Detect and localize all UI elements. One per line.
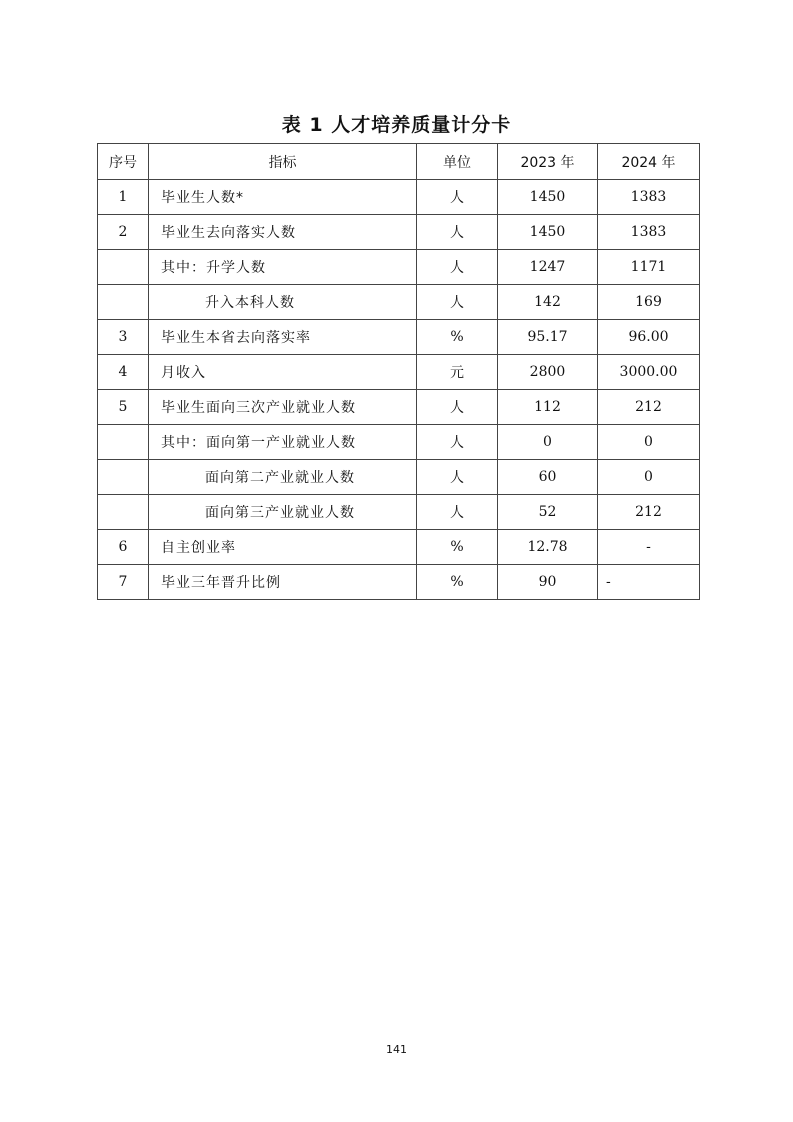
cell-2024: 169 — [598, 285, 700, 320]
cell-indicator: 毕业生去向落实人数 — [149, 215, 417, 250]
cell-indicator: 毕业生本省去向落实率 — [149, 320, 417, 355]
cell-indicator: 月收入 — [149, 355, 417, 390]
cell-seq: 4 — [98, 355, 149, 390]
cell-seq: 3 — [98, 320, 149, 355]
cell-unit: 人 — [417, 425, 498, 460]
cell-2024: 3000.00 — [598, 355, 700, 390]
cell-indicator: 面向第三产业就业人数 — [149, 495, 417, 530]
cell-seq: 2 — [98, 215, 149, 250]
cell-seq — [98, 285, 149, 320]
table-row — [98, 215, 700, 250]
table-row — [98, 320, 700, 355]
cell-seq — [98, 495, 149, 530]
cell-2023: 52 — [498, 495, 598, 530]
cell-2023: 142 — [498, 285, 598, 320]
cell-2024: 212 — [598, 390, 700, 425]
cell-2024: - — [598, 565, 700, 600]
cell-indicator: 面向第二产业就业人数 — [149, 460, 417, 495]
table-row — [98, 250, 700, 285]
table-row — [98, 425, 700, 460]
page-number: 141 — [386, 1043, 407, 1056]
cell-2024: 96.00 — [598, 320, 700, 355]
cell-2023: 1450 — [498, 215, 598, 250]
cell-unit: 元 — [417, 355, 498, 390]
table-row — [98, 495, 700, 530]
cell-unit: % — [417, 565, 498, 600]
cell-indicator: 其中：升学人数 — [149, 250, 417, 285]
cell-indicator: 毕业生面向三次产业就业人数 — [149, 390, 417, 425]
cell-unit: 人 — [417, 250, 498, 285]
cell-seq: 7 — [98, 565, 149, 600]
table-row — [98, 390, 700, 425]
table-row — [98, 180, 700, 215]
table-row — [98, 530, 700, 565]
talent-quality-scorecard-table — [97, 143, 700, 600]
cell-2024: 212 — [598, 495, 700, 530]
cell-2023: 0 — [498, 425, 598, 460]
cell-seq: 1 — [98, 180, 149, 215]
cell-unit: 人 — [417, 180, 498, 215]
cell-unit: % — [417, 530, 498, 565]
cell-2023: 95.17 — [498, 320, 598, 355]
cell-2024: 1171 — [598, 250, 700, 285]
cell-2024: 0 — [598, 425, 700, 460]
cell-2024: 0 — [598, 460, 700, 495]
cell-seq: 5 — [98, 390, 149, 425]
cell-indicator: 升入本科人数 — [149, 285, 417, 320]
cell-unit: 人 — [417, 460, 498, 495]
cell-2023: 12.78 — [498, 530, 598, 565]
header-2023: 2023 年 — [498, 144, 598, 180]
cell-seq — [98, 460, 149, 495]
page-title: 表 1 人才培养质量计分卡 — [281, 114, 512, 136]
cell-2023: 1450 — [498, 180, 598, 215]
cell-seq — [98, 425, 149, 460]
header-2024: 2024 年 — [598, 144, 700, 180]
cell-2024: 1383 — [598, 180, 700, 215]
table-row — [98, 355, 700, 390]
cell-indicator: 自主创业率 — [149, 530, 417, 565]
cell-2023: 90 — [498, 565, 598, 600]
cell-2023: 60 — [498, 460, 598, 495]
cell-2024: 1383 — [598, 215, 700, 250]
cell-2024: - — [598, 530, 700, 565]
cell-seq — [98, 250, 149, 285]
cell-unit: 人 — [417, 215, 498, 250]
header-indicator: 指标 — [149, 144, 417, 180]
table-row — [98, 285, 700, 320]
cell-unit: 人 — [417, 285, 498, 320]
cell-unit: 人 — [417, 495, 498, 530]
cell-2023: 2800 — [498, 355, 598, 390]
cell-2023: 1247 — [498, 250, 598, 285]
cell-unit: % — [417, 320, 498, 355]
cell-indicator: 毕业生人数* — [149, 180, 417, 215]
table-header-row — [98, 144, 700, 180]
cell-seq: 6 — [98, 530, 149, 565]
cell-2023: 112 — [498, 390, 598, 425]
table-row — [98, 565, 700, 600]
cell-unit: 人 — [417, 390, 498, 425]
cell-indicator: 其中：面向第一产业就业人数 — [149, 425, 417, 460]
header-seq: 序号 — [98, 144, 149, 180]
table-row — [98, 460, 700, 495]
cell-indicator: 毕业三年晋升比例 — [149, 565, 417, 600]
header-unit: 单位 — [417, 144, 498, 180]
